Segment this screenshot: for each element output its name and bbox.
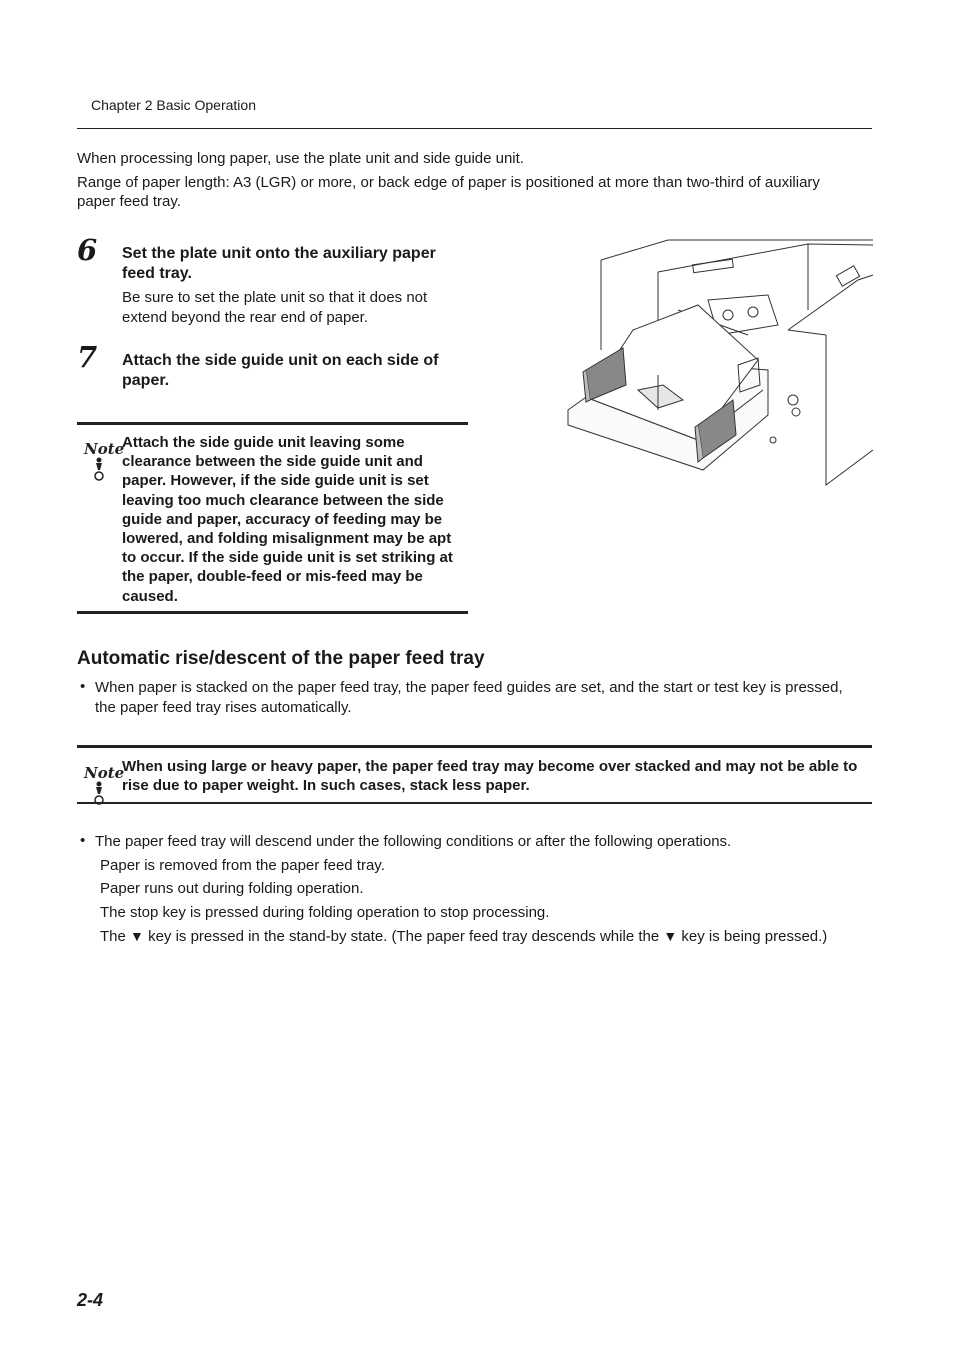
- down-key-icon: ▼: [663, 928, 678, 944]
- condition-item: [100, 927, 860, 946]
- step-title: Attach the side guide unit on each side of paper.: [122, 352, 439, 389]
- header-rule: [77, 128, 872, 129]
- svg-text:Note: Note: [84, 440, 125, 458]
- bullet-marker: •: [80, 678, 86, 695]
- note-icon: [83, 432, 125, 482]
- condition-item: The stop key is pressed during folding operation to stop processing.: [100, 904, 550, 921]
- note-top-rule: [77, 422, 468, 425]
- step-number: 6: [77, 233, 98, 267]
- bullet-text: The paper feed tray will descend under the following conditions or after the following operations.: [95, 833, 732, 850]
- note-text: Attach the side guide unit leaving some clearance between the side guide unit and paper. However, if the side guide unit is set leaving too much clearance between the side guide and paper, accuracy of feeding may be lowered, and folding misalignment may be apt to occur. If the side guide unit is set striking at the paper, double-feed or mis-feed may be caused.: [122, 434, 453, 605]
- step-title: Set the plate unit onto the auxiliary paper feed tray.: [122, 245, 436, 282]
- intro-line-2: Range of paper length: A3 (LGR) or more, or back edge of paper is positioned at more than two-third of auxiliary paper feed tray.: [77, 174, 820, 210]
- note-icon: [83, 756, 125, 806]
- condition-text: key is being pressed.): [681, 928, 828, 945]
- condition-text: key is pressed in the stand-by state. (The paper feed tray descends while the: [148, 928, 660, 945]
- note-bottom-rule: [77, 802, 872, 804]
- svg-text:Note: Note: [84, 764, 125, 782]
- step-body: Be sure to set the plate unit so that it does not extend beyond the rear end of paper.: [122, 289, 428, 326]
- page-number: 2-4: [77, 1290, 104, 1310]
- condition-item: Paper is removed from the paper feed tray.: [100, 857, 385, 874]
- bullet-text: When paper is stacked on the paper feed tray, the paper feed guides are set, and the start or test key is pressed, the paper feed tray rises automatically.: [95, 679, 843, 716]
- bullet-marker: •: [80, 832, 86, 849]
- step-number: 7: [77, 340, 98, 374]
- section-heading: Automatic rise/descent of the paper feed tray: [77, 648, 485, 669]
- condition-text: The: [100, 928, 126, 945]
- note-top-rule: [77, 745, 872, 748]
- note-text: When using large or heavy paper, the paper feed tray may become over stacked and may not be able to rise due to paper weight. In such cases, stack less paper.: [122, 758, 858, 795]
- chapter-header: Chapter 2 Basic Operation: [91, 97, 256, 113]
- down-key-icon: ▼: [130, 928, 144, 944]
- intro-line-1: When processing long paper, use the plate unit and side guide unit.: [77, 150, 524, 167]
- paper-feed-tray-illustration: [568, 240, 873, 490]
- note-bottom-rule: [77, 611, 468, 614]
- condition-item: Paper runs out during folding operation.: [100, 880, 364, 897]
